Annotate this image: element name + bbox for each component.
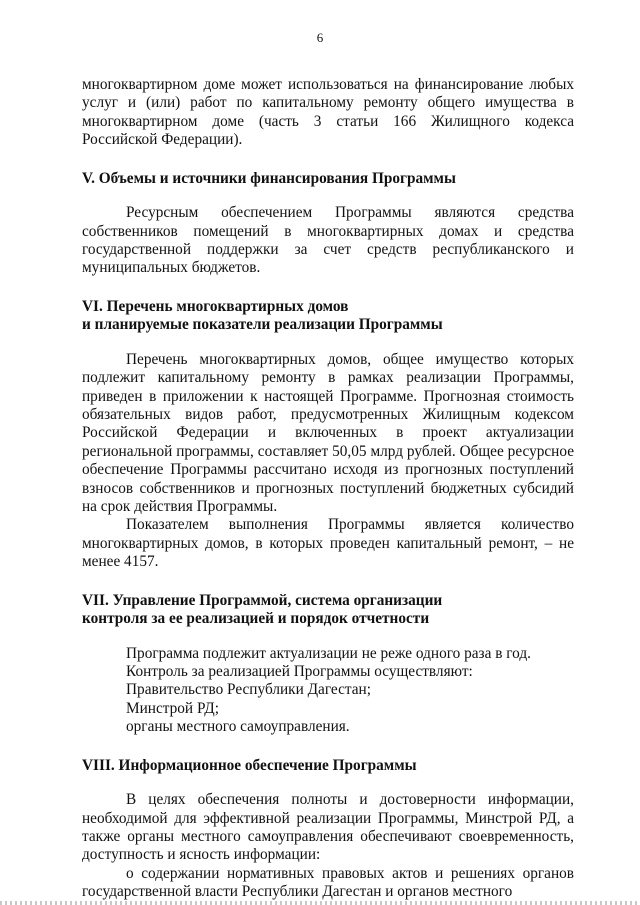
section-8-paragraph-1: В целях обеспечения полноты и достоверности информации, необходимой для эффективной реализации Программы, Минстрой РД, а также органы местного самоуправления обеспечивают своевременность, доступность и ясность информации: — [82, 791, 574, 864]
intro-paragraph: многоквартирном доме может использоваться на финансирование любых услуг и (или) работ по капитальному ремонту общего имущества в многоквартирном доме (часть 3 статьи 166 Жилищного кодекса Российской Федерации). — [82, 76, 574, 149]
section-7-line: Программа подлежит актуализации не реже одного раза в год. — [126, 644, 531, 662]
section-8-heading: VIII. Информационное обеспечение Программы — [82, 756, 417, 774]
page-number: 6 — [316, 30, 324, 45]
document-body — [82, 76, 574, 902]
section-6-paragraph-1: Перечень многоквартирных домов, общее имущество которых подлежит капитальному ремонту в рамках реализации Программы, приведен в приложении к настоящей Программе. Прогнозная стоимость обязательных видов работ, предусмотренных Жилищным кодексом Российской Федерации и включенных в проект актуализации региональной программы, составляет 50,05 млрд рублей. Общее ресурсное обеспечение Программы рассчитано исходя из прогнозных поступлений взносов собственников и прогнозных поступлений бюджетных субсидий на срок действия Программы. — [82, 350, 574, 515]
section-6-paragraph-2: Показателем выполнения Программы является количество многоквартирных домов, в которых проведен капитальный ремонт, – не менее 4157. — [82, 516, 574, 571]
section-7-line: Минстрой РД; — [126, 699, 219, 717]
section-7-heading-line-2: контроля за ее реализацией и порядок отчетности — [82, 610, 430, 628]
section-7-line: органы местного самоуправления. — [126, 718, 350, 736]
scan-edge-divider — [0, 901, 640, 905]
section-7-line: Контроль за реализацией Программы осуществляют: — [126, 663, 473, 681]
section-7-heading-line-1: VII. Управление Программой, система организации — [82, 591, 443, 609]
section-7-line: Правительство Республики Дагестан; — [126, 681, 371, 699]
section-5-paragraph: Ресурсным обеспечением Программы являются средства собственников помещений в многоквартирных домах и средства государственной поддержки за счет средств республиканского и муниципальных бюджетов. — [82, 204, 574, 277]
section-5-heading: V. Объемы и источники финансирования Программы — [82, 169, 456, 187]
section-6-heading-line-1: VI. Перечень многоквартирных домов — [82, 297, 349, 315]
section-8-paragraph-2: о содержании нормативных правовых актов и решениях органов государственной власти Республики Дагестан и органов местного — [82, 864, 574, 901]
section-6-heading-line-2: и планируемые показатели реализации Программы — [82, 316, 443, 334]
